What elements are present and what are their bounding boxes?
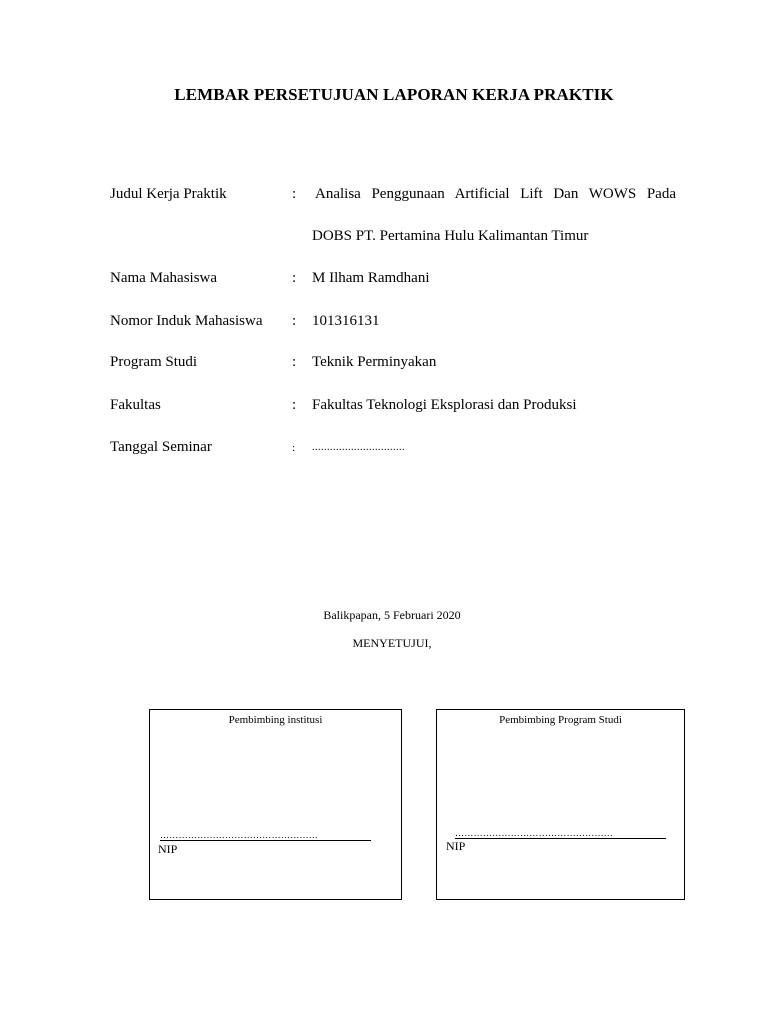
signature-box-institution [149, 709, 402, 900]
field-value: Teknik Perminyakan [312, 354, 437, 370]
page-title: LEMBAR PERSETUJUAN LAPORAN KERJA PRAKTIK [174, 85, 614, 104]
field-value: Fakultas Teknologi Eksplorasi dan Produksi [312, 397, 577, 413]
signature-title: Pembimbing institusi [228, 714, 323, 726]
field-colon: : [292, 270, 297, 286]
place-date: Balikpapan, 5 Februari 2020 [323, 608, 461, 622]
field-value: M Ilham Ramdhani [312, 270, 430, 286]
field-value: ............................... [312, 442, 405, 453]
field-label: Fakultas [110, 397, 161, 413]
field-colon: : [292, 313, 297, 329]
field-label: Nomor Induk Mahasiswa [110, 313, 263, 329]
signature-box-study-program [436, 709, 685, 900]
field-colon: : [292, 354, 297, 370]
field-value: DOBS PT. Pertamina Hulu Kalimantan Timur [312, 228, 589, 244]
nip-label: NIP [158, 842, 178, 856]
field-colon: : [292, 186, 297, 202]
field-label: Program Studi [110, 354, 198, 370]
field-colon: : [292, 442, 296, 454]
signature-title: Pembimbing Program Studi [499, 714, 622, 726]
field-label: Judul Kerja Praktik [110, 186, 227, 202]
signature-line: …………………………………………… [160, 830, 371, 841]
approval-heading: MENYETUJUI, [352, 636, 432, 650]
field-colon: : [292, 397, 297, 413]
field-value: Analisa Penggunaan Artificial Lift Dan WOWS Pada [315, 186, 676, 202]
field-label: Tanggal Seminar [110, 439, 212, 455]
field-value: 101316131 [312, 313, 380, 329]
signature-line: …………………………………………… [455, 828, 666, 839]
field-label: Nama Mahasiswa [110, 270, 218, 286]
nip-label: NIP [446, 839, 466, 853]
